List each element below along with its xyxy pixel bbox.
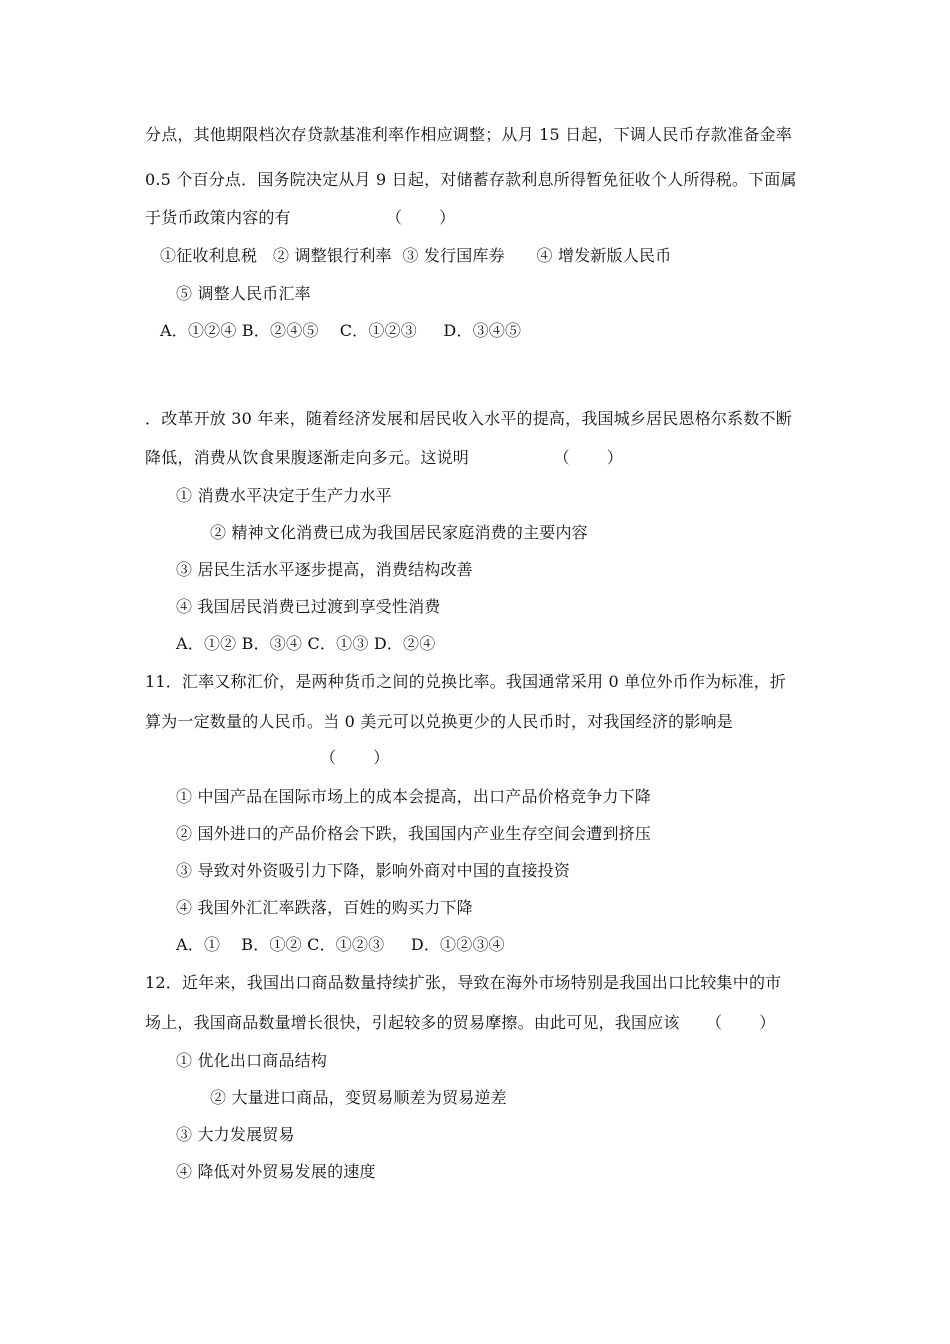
q12-option-1: ① 优化出口商品结构 [176,1051,328,1070]
q11-text-line-2: 算为一定数量的人民币。当 0 美元可以兑换更少的人民币时，对我国经济的影响是 [145,712,733,731]
q12-option-3: ③ 大力发展贸易 [176,1125,295,1144]
q11-option-3: ③ 导致对外资吸引力下降，影响外商对中国的直接投资 [176,861,571,880]
q10-option-2: ② 精神文化消费已成为我国居民家庭消费的主要内容 [210,523,588,542]
q11-answers: A．① B．①② C．①②③ D．①②③④ [176,935,505,954]
q11-option-1: ① 中国产品在国际市场上的成本会提高，出口产品价格竞争力下降 [176,787,652,806]
q9-options-line-1: ①征收利息税 ② 调整银行利率 ③ 发行国库券 ④ 增发新版人民币 [160,246,672,265]
q10-text-line-2: 降低，消费从饮食果腹逐渐走向多元。这说明 （ ） [145,448,623,467]
q12-option-2: ② 大量进口商品，变贸易顺差为贸易逆差 [210,1088,507,1107]
q10-option-4: ④ 我国居民消费已过渡到享受性消费 [176,597,441,616]
q11-text-line-1: 11．汇率又称汇价，是两种货币之间的兑换比率。我国通常采用 0 单位外币作为标准，折 [145,672,787,691]
q11-option-2: ② 国外进口的产品价格会下跌，我国国内产业生存空间会遭到挤压 [176,824,652,843]
q10-answers: A．①② B．③④ C．①③ D．②④ [176,634,436,653]
q9-answers: A．①②④ B．②④⑤ C．①②③ D．③④⑤ [160,321,522,340]
q9-text-line-1: 分点，其他期限档次存贷款基准利率作相应调整；从月 15 日起，下调人民币存款准备金率 [145,125,792,144]
q11-option-4: ④ 我国外汇汇率跌落，百姓的购买力下降 [176,898,473,917]
q9-text-line-2: 0.5 个百分点．国务院决定从月 9 日起，对储蓄存款利息所得暂免征收个人所得税。下面属 [145,170,797,189]
q10-option-3: ③ 居民生活水平逐步提高，消费结构改善 [176,560,473,579]
q10-option-1: ① 消费水平决定于生产力水平 [176,486,392,505]
q10-text-line-1: ．改革开放 30 年来，随着经济发展和居民收入水平的提高，我国城乡居民恩格尔系数不断 [145,409,792,428]
q11-answer-paren: （ ） [320,748,390,767]
q12-text-line-1: 12．近年来，我国出口商品数量持续扩张，导致在海外市场特别是我国出口比较集中的市 [145,973,782,992]
q9-options-line-2: ⑤ 调整人民币汇率 [176,284,311,303]
q9-text-line-3: 于货币政策内容的有 （ ） [145,208,456,227]
q12-option-4: ④ 降低对外贸易发展的速度 [176,1162,376,1181]
q12-text-line-2: 场上，我国商品数量增长很快，引起较多的贸易摩擦。由此可见，我国应该 （ ） [145,1013,776,1032]
